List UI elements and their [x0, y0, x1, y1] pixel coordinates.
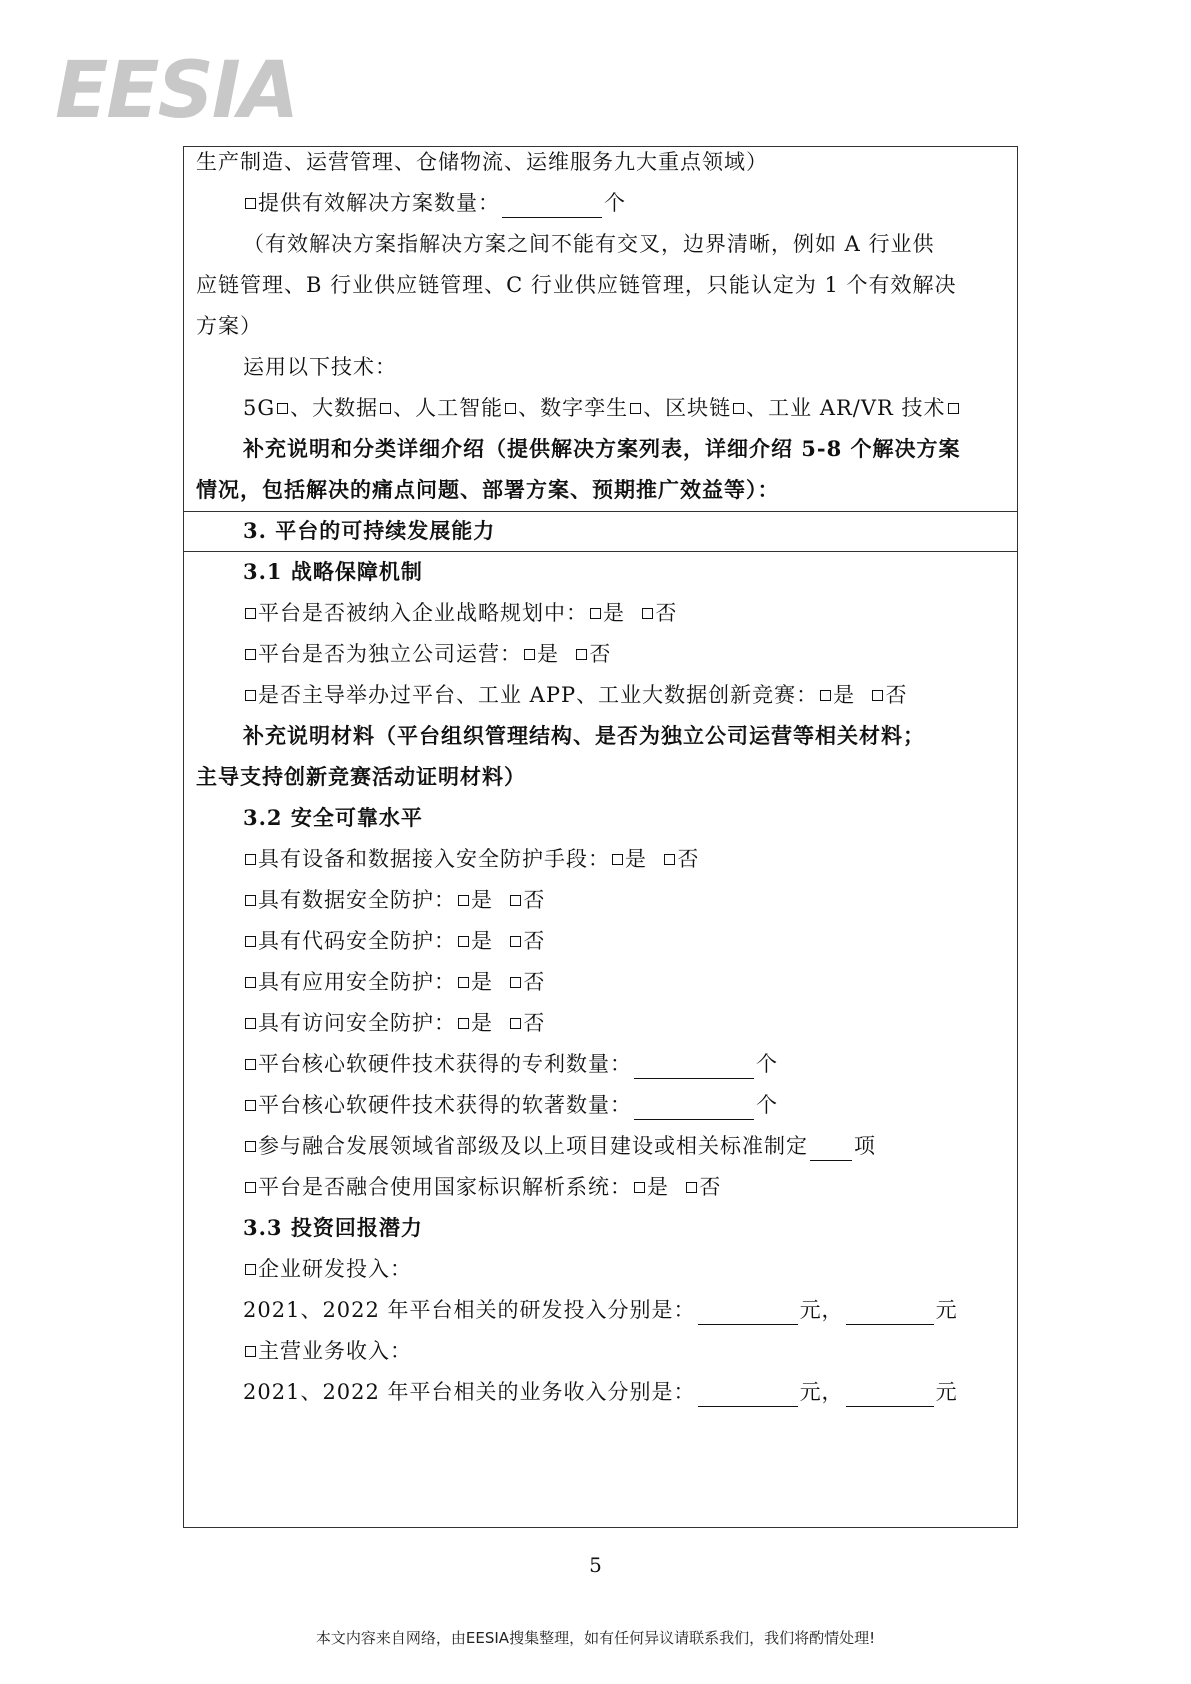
yes-checkbox[interactable] — [458, 1018, 469, 1029]
checkbox-big-data[interactable] — [380, 403, 391, 414]
checkbox[interactable] — [245, 1100, 256, 1111]
patent-count-field[interactable] — [634, 1056, 754, 1079]
label: 平台是否融合使用国家标识解析系统： — [258, 1175, 632, 1199]
label: 企业研发投入： — [258, 1257, 412, 1281]
checkbox[interactable] — [245, 608, 256, 619]
row-divider — [184, 511, 1017, 512]
text: 主导支持创新竞赛活动证明材料） — [196, 764, 526, 789]
subsection-title — [243, 1213, 1007, 1243]
yes-checkbox[interactable] — [458, 895, 469, 906]
question-row — [243, 639, 1007, 669]
no-label: 否 — [523, 970, 546, 994]
question-row — [243, 885, 1007, 915]
label: 具有应用安全防护： — [258, 970, 456, 994]
label: 是否主导举办过平台、工业 APP、工业大数据创新竞赛： — [258, 683, 819, 707]
no-label: 否 — [699, 1175, 722, 1199]
footer-note: 本文内容来自网络，由EESIA搜集整理，如有任何异议请联系我们，我们将酌情处理! — [315, 1629, 876, 1647]
text-line — [243, 352, 1007, 382]
no-label: 否 — [523, 888, 546, 912]
tech-label: 、大数据 — [290, 396, 379, 420]
text: 3. 平台的可持续发展能力 — [243, 518, 496, 543]
label: 具有设备和数据接入安全防护手段： — [258, 847, 610, 871]
yes-checkbox[interactable] — [590, 608, 601, 619]
text: 3.2 安全可靠水平 — [243, 805, 423, 830]
text: 3.3 投资回报潜力 — [243, 1215, 423, 1240]
no-label: 否 — [589, 642, 612, 666]
checkbox[interactable] — [245, 649, 256, 660]
checkbox[interactable] — [245, 690, 256, 701]
row-divider — [184, 551, 1017, 552]
supplement-heading — [243, 434, 1007, 464]
question-row — [243, 1008, 1007, 1038]
tech-label: 、区块链 — [643, 396, 732, 420]
project-count-field[interactable] — [810, 1138, 852, 1161]
supplement-heading — [243, 721, 1007, 751]
question-row — [243, 967, 1007, 997]
no-checkbox[interactable] — [510, 936, 521, 947]
section-title — [243, 516, 1007, 546]
no-checkbox[interactable] — [664, 854, 675, 865]
tech-label: 、工业 AR/VR 技术 — [746, 396, 946, 420]
no-checkbox[interactable] — [510, 895, 521, 906]
label: 具有代码安全防护： — [258, 929, 456, 953]
rd-2021-field[interactable] — [698, 1302, 798, 1325]
yes-checkbox[interactable] — [458, 977, 469, 988]
rd-2022-field[interactable] — [846, 1302, 934, 1325]
revenue-row — [243, 1377, 1007, 1407]
yes-label: 是 — [471, 1011, 493, 1035]
project-count-row — [243, 1131, 1007, 1161]
yes-label: 是 — [471, 929, 493, 953]
label: 平台核心软硬件技术获得的软著数量： — [258, 1093, 632, 1117]
question-row — [243, 844, 1007, 874]
label: 2021、2022 年平台相关的研发投入分别是： — [243, 1298, 696, 1322]
label: 具有访问安全防护： — [258, 1011, 456, 1035]
page-number: 5 — [589, 1553, 602, 1577]
label: 平台是否被纳入企业战略规划中： — [258, 601, 588, 625]
unit: 个 — [756, 1052, 778, 1076]
checkbox[interactable] — [245, 198, 256, 209]
text: 补充说明材料（平台组织管理结构、是否为独立公司运营等相关材料； — [243, 723, 925, 748]
unit: 元， — [799, 1380, 844, 1404]
copyright-count-row — [243, 1090, 1007, 1120]
yes-checkbox[interactable] — [634, 1182, 645, 1193]
yes-checkbox[interactable] — [612, 854, 623, 865]
no-label: 否 — [677, 847, 700, 871]
unit: 项 — [854, 1134, 876, 1158]
yes-checkbox[interactable] — [820, 690, 831, 701]
unit: 个 — [756, 1093, 778, 1117]
subsection-title — [243, 557, 1007, 587]
no-checkbox[interactable] — [686, 1182, 697, 1193]
no-checkbox[interactable] — [872, 690, 883, 701]
form-table — [183, 146, 1018, 1528]
checkbox[interactable] — [245, 895, 256, 906]
text: 生产制造、运营管理、仓储物流、运维服务九大重点领域） — [196, 150, 768, 174]
supplement-heading — [196, 475, 1007, 505]
unit: 元 — [935, 1298, 958, 1322]
yes-checkbox[interactable] — [458, 936, 469, 947]
question-row — [243, 1172, 1007, 1202]
label: 平台核心软硬件技术获得的专利数量： — [258, 1052, 632, 1076]
checkbox[interactable] — [245, 1182, 256, 1193]
no-label: 否 — [655, 601, 678, 625]
question-row — [243, 598, 1007, 628]
checkbox[interactable] — [245, 977, 256, 988]
no-label: 否 — [523, 1011, 546, 1035]
label: 平台是否为独立公司运营： — [258, 642, 522, 666]
yes-label: 是 — [471, 970, 493, 994]
text: （有效解决方案指解决方案之间不能有交叉，边界清晰，例如 A 行业供 — [243, 232, 935, 256]
rd-investment-row — [243, 1295, 1007, 1325]
text: 方案） — [196, 314, 262, 338]
yes-label: 是 — [537, 642, 559, 666]
checkbox[interactable] — [245, 1346, 256, 1357]
text: 应链管理、B 行业供应链管理、C 行业供应链管理，只能认定为 1 个有效解决 — [196, 273, 957, 297]
text-line — [196, 311, 1007, 341]
question-row — [243, 1336, 1007, 1366]
supplement-heading — [196, 762, 1007, 792]
technology-options — [243, 393, 1007, 423]
label: 2021、2022 年平台相关的业务收入分别是： — [243, 1380, 696, 1404]
question-row — [243, 926, 1007, 956]
checkbox[interactable] — [245, 1018, 256, 1029]
yes-label: 是 — [603, 601, 625, 625]
subsection-title — [243, 803, 1007, 833]
checkbox-ai[interactable] — [505, 403, 516, 414]
text: 运用以下技术： — [243, 355, 397, 379]
checkbox-ar-vr[interactable] — [948, 403, 959, 414]
solution-count-row — [243, 188, 1007, 218]
checkbox-blockchain[interactable] — [733, 403, 744, 414]
no-checkbox[interactable] — [510, 1018, 521, 1029]
unit: 个 — [604, 191, 626, 215]
text-line — [196, 147, 1007, 177]
text-line — [196, 270, 1007, 300]
checkbox-digital-twin[interactable] — [630, 403, 641, 414]
label: 具有数据安全防护： — [258, 888, 456, 912]
revenue-2022-field[interactable] — [846, 1384, 934, 1407]
text-line — [243, 229, 1007, 259]
no-checkbox[interactable] — [510, 977, 521, 988]
label: 参与融合发展领域省部级及以上项目建设或相关标准制定 — [258, 1134, 808, 1158]
text: 3.1 战略保障机制 — [243, 559, 423, 584]
unit: 元 — [935, 1380, 958, 1404]
checkbox[interactable] — [245, 1264, 256, 1275]
tech-label: 、人工智能 — [393, 396, 504, 420]
yes-label: 是 — [471, 888, 493, 912]
yes-label: 是 — [647, 1175, 669, 1199]
revenue-2021-field[interactable] — [698, 1384, 798, 1407]
unit: 元， — [799, 1298, 844, 1322]
checkbox[interactable] — [245, 854, 256, 865]
yes-label: 是 — [833, 683, 856, 707]
checkbox[interactable] — [245, 1141, 256, 1152]
text: 补充说明和分类详细介绍（提供解决方案列表，详细介绍 5-8 个解决方案 — [243, 436, 961, 461]
no-label: 否 — [885, 683, 908, 707]
tech-label: 、数字孪生 — [518, 396, 629, 420]
checkbox[interactable] — [245, 1059, 256, 1070]
copyright-count-field[interactable] — [634, 1097, 754, 1120]
label: 主营业务收入： — [258, 1339, 412, 1363]
no-checkbox[interactable] — [576, 649, 587, 660]
yes-checkbox[interactable] — [524, 649, 535, 660]
text: 情况，包括解决的痛点问题、部署方案、预期推广效益等）： — [196, 477, 780, 502]
no-checkbox[interactable] — [642, 608, 653, 619]
question-row — [243, 1254, 1007, 1284]
checkbox-5g[interactable] — [277, 403, 288, 414]
yes-label: 是 — [625, 847, 647, 871]
label: 提供有效解决方案数量： — [258, 191, 500, 215]
checkbox[interactable] — [245, 936, 256, 947]
patent-count-row — [243, 1049, 1007, 1079]
question-row — [243, 680, 1007, 710]
solution-count-field[interactable] — [502, 195, 602, 218]
eesia-logo: EESIA — [55, 46, 298, 136]
no-label: 否 — [523, 929, 546, 953]
tech-label: 5G — [243, 396, 276, 420]
